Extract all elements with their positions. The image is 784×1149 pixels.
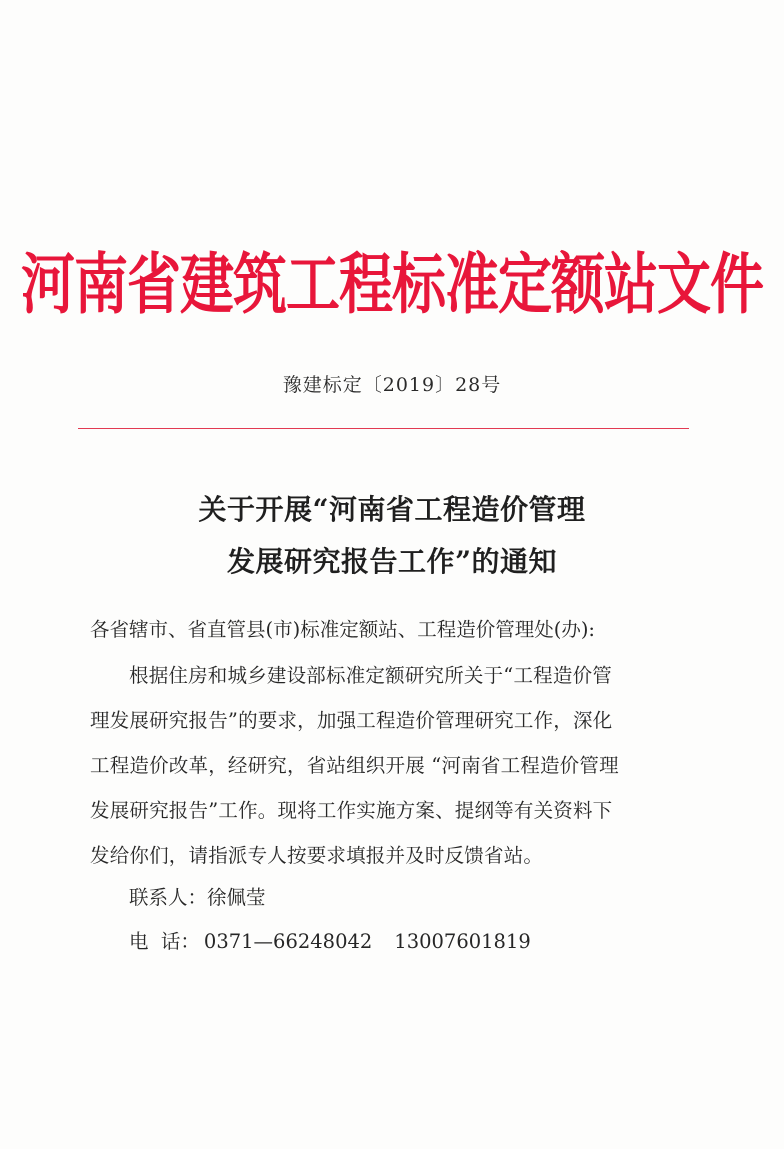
body-line-2: 理发展研究报告”的要求，加强工程造价管理研究工作，深化 [90, 709, 613, 732]
body-line-1: 根据住房和城乡建设部标准定额研究所关于“工程造价管 [129, 664, 612, 687]
body-line-4: 发展研究报告”工作。现将工作实施方案、提纲等有关资料下 [90, 799, 613, 822]
salutation: 各省辖市、省直管县(市)标准定额站、工程造价管理处(办): [90, 618, 596, 641]
contact-name: 徐佩莹 [207, 886, 266, 909]
phone-number-1: 0371—66248042 [203, 930, 373, 953]
body-line-3: 工程造价改革，经研究，省站组织开展 “河南省工程造价管理 [90, 754, 619, 777]
phone-number-2: 13007601819 [394, 930, 531, 953]
red-divider-line [78, 428, 689, 429]
notice-title-line-2: 发展研究报告工作”的通知 [226, 545, 558, 578]
body-line-5: 发给你们，请指派专人按要求填报并及时反馈省站。 [90, 844, 544, 867]
contact-person [129, 882, 266, 910]
document-masthead: 河南省建筑工程标准定额站文件 [21, 245, 763, 323]
contact-label: 联系人： [129, 886, 208, 909]
notice-title-line-1: 关于开展“河南省工程造价管理 [198, 493, 586, 526]
document-number: 豫建标定〔2019〕28号 [282, 374, 502, 396]
contact-phone [129, 926, 531, 954]
phone-label: 电 话： [129, 930, 200, 953]
